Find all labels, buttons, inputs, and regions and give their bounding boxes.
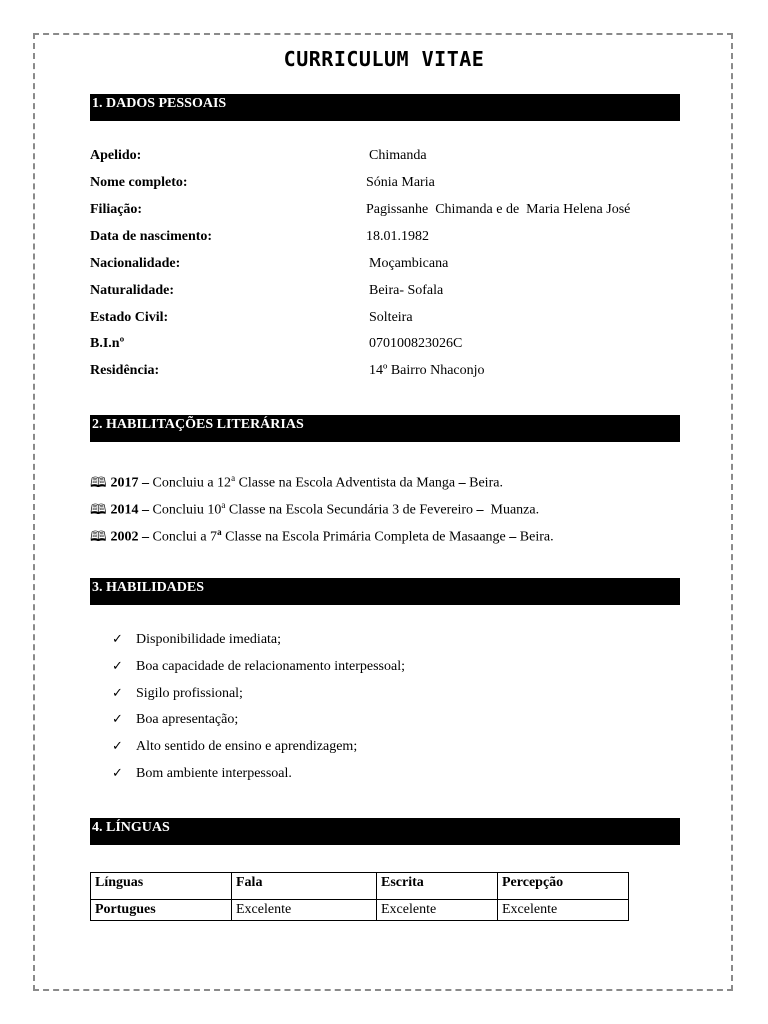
table-cell: Excelente bbox=[232, 900, 377, 921]
check-icon: ✓ bbox=[112, 739, 123, 754]
skill-item: ✓ Boa capacidade de relacionamento interpessoal; bbox=[112, 657, 405, 677]
table-header-cell: Percepção bbox=[498, 873, 629, 900]
table-header-cell: Escrita bbox=[377, 873, 498, 900]
skill-item: ✓ Sigilo profissional; bbox=[112, 684, 243, 704]
check-icon: ✓ bbox=[112, 686, 123, 701]
table-cell: Portugues bbox=[91, 900, 232, 921]
check-icon: ✓ bbox=[112, 712, 123, 727]
skill-item: ✓ Boa apresentação; bbox=[112, 710, 238, 730]
education-item: 🕮 2002 – Conclui a 7$^a$ Classe na Escola Primária Completa de Masaange – Beira. bbox=[90, 527, 554, 545]
table-header-cell: Línguas bbox=[91, 873, 232, 900]
section-header-habilidades: 3. HABILIDADES bbox=[90, 578, 680, 605]
field-value: Moçambicana bbox=[369, 256, 449, 271]
field-label: B.I.nº bbox=[90, 336, 125, 351]
document-title: CURRICULUM VITAE bbox=[283, 47, 485, 71]
field-label: Nome completo: bbox=[90, 175, 188, 190]
table-cell: Excelente bbox=[498, 900, 629, 921]
education-item: 🕮 2014 – Concluiu 10$^a$ Classe na Escola Secundária 3 de Fevereiro – Muanza. bbox=[90, 500, 540, 518]
section-header-linguas: 4. LÍNGUAS bbox=[90, 818, 680, 845]
skill-item: ✓ Disponibilidade imediata; bbox=[112, 630, 281, 650]
field-label: Naturalidade: bbox=[90, 283, 174, 298]
field-value: Chimanda bbox=[369, 148, 427, 163]
field-label: Estado Civil: bbox=[90, 310, 169, 325]
languages-table bbox=[90, 872, 629, 921]
check-icon: ✓ bbox=[112, 766, 123, 781]
field-value: Solteira bbox=[369, 310, 413, 325]
check-icon: ✓ bbox=[112, 632, 123, 647]
field-label: Apelido: bbox=[90, 148, 142, 163]
field-value: Beira- Sofala bbox=[369, 283, 444, 298]
field-value: 14º Bairro Nhaconjo bbox=[369, 363, 485, 378]
table-header-cell: Fala bbox=[232, 873, 377, 900]
field-value: 070100823026C bbox=[369, 336, 463, 351]
field-label: Nacionalidade: bbox=[90, 256, 181, 271]
table-header-row bbox=[91, 873, 629, 900]
open-book-icon: 🕮 bbox=[90, 474, 107, 491]
field-label: Residência: bbox=[90, 363, 160, 378]
section-header-habilitacoes: 2. HABILITAÇÕES LITERÁRIAS bbox=[90, 415, 680, 442]
field-value: Sónia Maria bbox=[366, 175, 435, 190]
field-label: Data de nascimento: bbox=[90, 229, 213, 244]
education-item: 🕮 2017 – Concluiu a 12$^a$ Classe na Escola Adventista da Manga – Beira. bbox=[90, 473, 503, 491]
check-icon: ✓ bbox=[112, 659, 123, 674]
open-book-icon: 🕮 bbox=[90, 501, 107, 518]
table-cell: Excelente bbox=[377, 900, 498, 921]
section-header-dados-pessoais: 1. DADOS PESSOAIS bbox=[90, 94, 680, 121]
skill-item: ✓ Alto sentido de ensino e aprendizagem; bbox=[112, 737, 357, 757]
field-value: 18.01.1982 bbox=[366, 229, 429, 244]
open-book-icon: 🕮 bbox=[90, 528, 107, 545]
table-row bbox=[91, 900, 629, 921]
skill-item: ✓ Bom ambiente interpessoal. bbox=[112, 764, 292, 784]
field-label: Filiação: bbox=[90, 202, 143, 217]
field-value: Pagissanhe Chimanda e de Maria Helena José bbox=[366, 202, 631, 217]
